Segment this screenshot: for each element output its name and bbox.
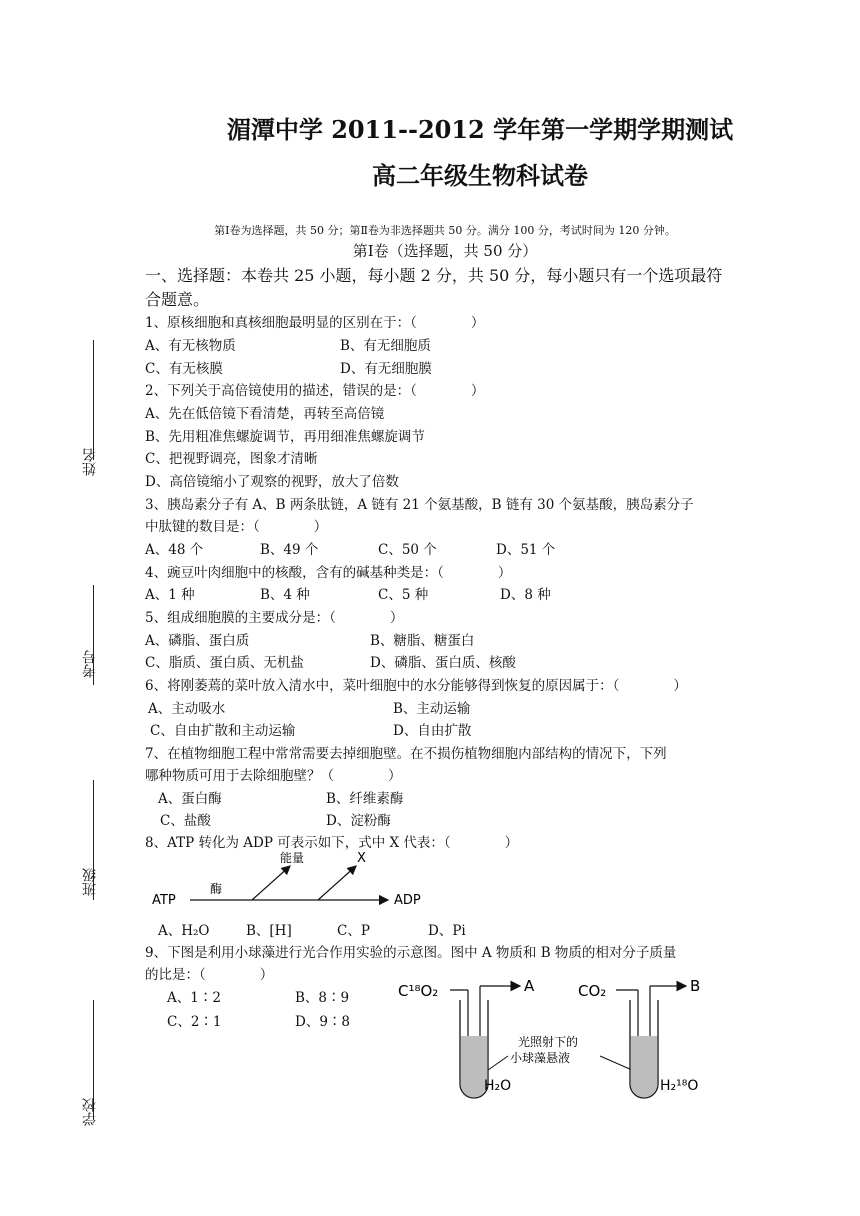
q7-option-a: A、蛋白酶: [158, 791, 222, 807]
atp-label: ATP: [152, 893, 176, 908]
q9-stem-line2: 的比是：（ ）: [145, 967, 274, 983]
q6-option-a: A、主动吸水: [148, 701, 226, 717]
name-label: 姓名: [82, 448, 98, 476]
q8-option-b: B、[H]: [246, 923, 292, 939]
atp-adp-diagram: [148, 848, 438, 914]
right-water-label: H₂¹⁸O: [660, 1078, 699, 1094]
q4-option-a: A、1 种: [145, 587, 195, 603]
exam-note: 第Ⅰ卷为选择题，共 50 分；第Ⅱ卷为非选择题共 50 分。满分 100 分，考试时间为 120 分钟。: [214, 224, 676, 237]
q1-option-d: D、有无细胞膜: [340, 361, 432, 377]
class-label: 班级: [82, 868, 98, 896]
q1-option-c: C、有无核膜: [145, 361, 223, 377]
enzyme-label: 酶: [210, 882, 223, 896]
q9-option-b: B、8∶9: [295, 990, 350, 1006]
suspension-label-line1: 光照射下的: [518, 1035, 579, 1049]
q7-stem-line2: 哪种物质可用于去除细胞壁？（ ）: [145, 768, 402, 784]
energy-label: 能量: [280, 851, 305, 865]
energy-arrow: [252, 866, 290, 900]
q2-option-b: B、先用粗准焦螺旋调节，再用细准焦螺旋调节: [145, 429, 425, 445]
q2-option-d: D、高倍镜缩小了观察的视野，放大了倍数: [145, 474, 399, 490]
q3-stem-line1: 3、胰岛素分子有 A、B 两条肽链，A 链有 21 个氨基酸，B 链有 30 个氨基酸，胰岛素分子: [145, 497, 694, 513]
q6-option-d: D、自由扩散: [393, 723, 472, 739]
q4-option-b: B、4 种: [260, 587, 310, 603]
exam-subtitle: 高二年级生物科试卷: [372, 161, 588, 190]
q4-option-d: D、8 种: [500, 587, 551, 603]
q8-option-d: D、Pi: [428, 923, 466, 939]
q6-stem: 6、将刚萎蔫的菜叶放入清水中，菜叶细胞中的水分能够得到恢复的原因属于：（ ）: [145, 678, 687, 694]
part-title: 第Ⅰ卷（选择题，共 50 分）: [352, 242, 538, 260]
q7-stem-line1: 7、在植物细胞工程中常常需要去掉细胞壁。在不损伤植物细胞内部结构的情况下，下列: [145, 746, 667, 762]
q5-option-a: A、磷脂、蛋白质: [145, 633, 250, 649]
q3-stem-line2: 中肽键的数目是：（ ）: [145, 519, 328, 535]
label-pointer-right: [600, 1056, 632, 1070]
exam-title: 湄潭中学 2011--2012 学年第一学期学期测试: [226, 115, 734, 144]
q4-option-c: C、5 种: [378, 587, 429, 603]
left-gas-label: C¹⁸O₂: [398, 982, 439, 1000]
q3-option-d: D、51 个: [496, 542, 556, 558]
q2-option-a: A、先在低倍镜下看清楚，再转至高倍镜: [145, 406, 385, 422]
section-intro: 一、选择题：本卷共 25 小题，每小题 2 分，共 50 分，每小题只有一个选项最符合题意。: [145, 266, 723, 309]
q1-option-b: B、有无细胞质: [340, 338, 431, 354]
photosynthesis-diagram: [396, 966, 736, 1106]
q3-option-b: B、49 个: [260, 542, 319, 558]
q5-option-b: B、糖脂、糖蛋白: [370, 633, 475, 649]
q2-option-c: C、把视野调亮，图象才清晰: [145, 451, 318, 467]
q3-option-a: A、48 个: [145, 542, 204, 558]
q7-option-b: B、纤维素酶: [326, 791, 404, 807]
q5-stem: 5、组成细胞膜的主要成分是：（ ）: [145, 610, 404, 626]
q9-option-d: D、9∶8: [295, 1014, 351, 1030]
q5-option-c: C、脂质、蛋白质、无机盐: [145, 655, 304, 671]
q9-option-a: A、1∶2: [167, 990, 221, 1006]
q4-stem: 4、豌豆叶肉细胞中的核酸，含有的碱基种类是：（ ）: [145, 565, 512, 581]
q7-option-c: C、盐酸: [160, 813, 211, 829]
q6-option-b: B、主动运输: [393, 701, 471, 717]
x-label: X: [357, 851, 366, 866]
school-label: 学校: [82, 1098, 98, 1126]
q9-option-c: C、2∶1: [167, 1014, 222, 1030]
q8-option-c: C、P: [337, 923, 370, 939]
q7-option-d: D、淀粉酶: [326, 813, 391, 829]
q2-stem: 2、下列关于高倍镜使用的描述，错误的是：（ ）: [145, 383, 485, 399]
q3-option-c: C、50 个: [378, 542, 437, 558]
q6-option-c: C、自由扩散和主动运输: [150, 723, 296, 739]
suspension-label-line2: 小球藻悬液: [510, 1051, 571, 1065]
number-label: 考号: [82, 650, 98, 678]
q8-stem: 8、ATP 转化为 ADP 可表示如下，式中 X 代表：（ ）: [145, 835, 519, 851]
right-output-label: B: [690, 977, 701, 995]
label-pointer-left: [488, 1056, 508, 1070]
q5-option-d: D、磷脂、蛋白质、核酸: [370, 655, 516, 671]
left-water-label: H₂O: [484, 1078, 512, 1094]
adp-label: ADP: [394, 893, 421, 908]
x-arrow: [318, 866, 356, 900]
q8-option-a: A、H₂O: [158, 923, 210, 939]
right-algae-suspension: [631, 1036, 658, 1097]
q1-option-a: A、有无核物质: [145, 338, 236, 354]
right-gas-label: CO₂: [578, 982, 607, 1000]
left-output-label: A: [524, 977, 535, 995]
q9-stem-line1: 9、下图是利用小球藻进行光合作用实验的示意图。图中 A 物质和 B 物质的相对分子质量: [145, 945, 677, 961]
q1-stem: 1、原核细胞和真核细胞最明显的区别在于：（ ）: [145, 315, 485, 331]
name-line: [93, 340, 94, 460]
